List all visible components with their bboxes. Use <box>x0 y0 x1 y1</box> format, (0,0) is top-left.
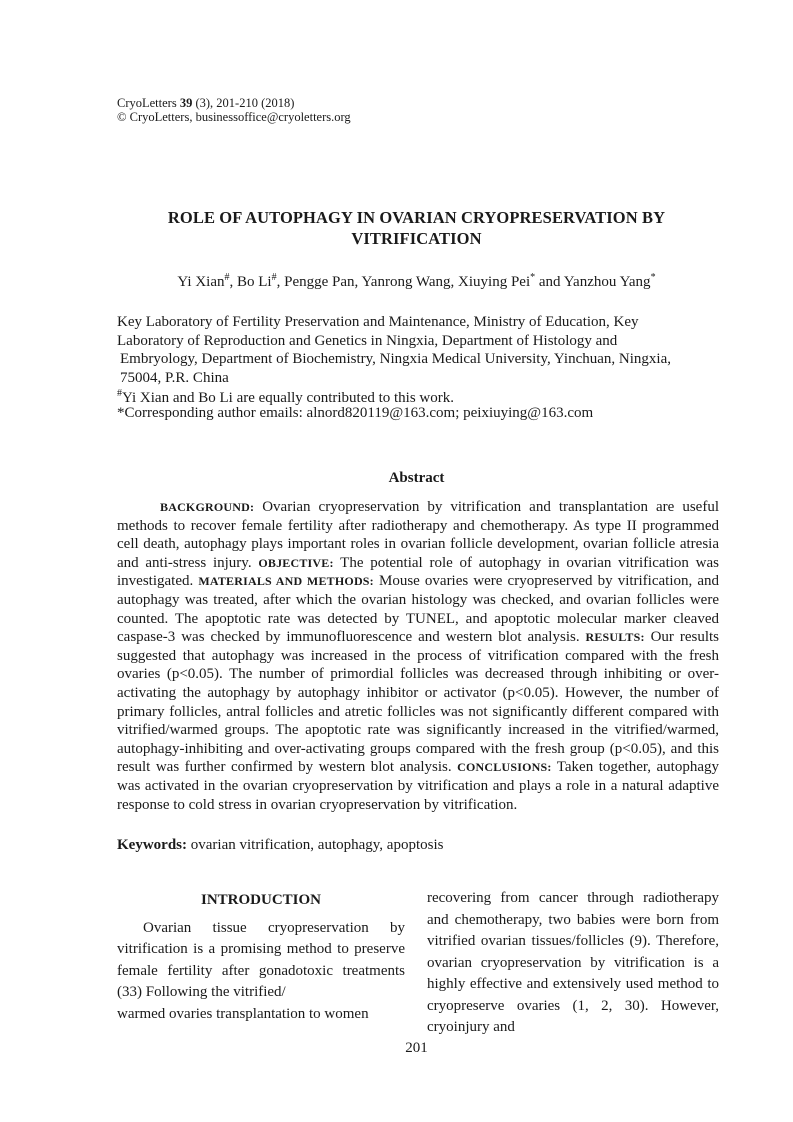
background-label: BACKGROUND: <box>160 500 255 514</box>
abstract-body: BACKGROUND: Ovarian cryopreservation by vitrification and transplantation are useful methods to recover female fertility after radiotherapy and chemotherapy. As type II programmed cell death, autophagy plays important roles in ovarian follicle development, ovarian follicle atresia and anti-stress injury. OBJECTIVE: The potential role of autophagy in ovarian vitrification was investigated. MATERIALS AND METHODS: Mouse ovaries were cryopreserved by vitrification, and autophagy was treated, after which the ovarian histology was checked, and ovarian follicles were counted. The apoptotic rate was detected by TUNEL, and apoptotic molecular marker cleaved caspase-3 was checked by immunofluorescence and western blot analysis. RESULTS: Our results suggested that autophagy was increased in the process of vitrification compared with the fresh ovaries (p<0.05). The number of primordial follicles was decreased through inhibiting or over-activating the autophagy by autophagy inhibitor or activator (p<0.05). However, the number of primary follicles, antral follicles and atretic follicles was not significantly different compared with vitrified/warmed groups. The apoptotic rate was significantly increased in the vitrified/warmed, autophagy-inhibiting and over-activating groups compared with the fresh group (p<0.05), and this result was further confirmed by western blot analysis. CONCLUSIONS: Taken together, autophagy was activated in the ovarian cryopreservation by vitrification and plays a role in a natural adaptive response to cold stress in ovarian cryopreservation by vitrification. <box>117 499 719 813</box>
introduction-paragraph-continued: recovering from cancer through radiotherapy and chemotherapy, two babies were born from vitrified ovarian tissues/follicles (9). Therefore, ovarian cryopreservation by vitrification is a highly effective and extensively used method to cryopreserve ovaries (1, 2, 30). However, cryoinjury and <box>427 890 719 1035</box>
paper-title: ROLE OF AUTOPHAGY IN OVARIAN CRYOPRESERVATION BY VITRIFICATION <box>167 208 666 248</box>
affiliation: Key Laboratory of Fertility Preservation and Maintenance, Ministry of Education, Key Laboratory of Reproduction and Genetics in Ningxia, Department of Histology and Embryology, Department of Biochemistry, Ningxia Medical University, Yinchuan, Ningxia, 75004, P.R. China <box>117 314 671 386</box>
abstract-heading: Abstract <box>388 470 445 486</box>
conclusions-label: CONCLUSIONS: <box>457 760 552 775</box>
keywords: Keywords: ovarian vitrification, autophagy, apoptosis <box>117 837 444 853</box>
objective-label: OBJECTIVE: <box>258 555 334 570</box>
introduction-line: warmed ovaries transplantation to women <box>117 1005 369 1022</box>
page-number: 201 <box>405 1040 428 1056</box>
equal-contribution-note: #Yi Xian and Bo Li are equally contributed to this work. <box>117 388 455 406</box>
introduction-left-column <box>117 890 405 1025</box>
copyright-line: © CryoLetters, businessoffice@cryoletters.org <box>117 110 351 124</box>
introduction-heading: INTRODUCTION <box>200 892 321 908</box>
methods-label: MATERIALS AND METHODS: <box>198 574 374 589</box>
results-label: RESULTS: <box>585 630 645 645</box>
journal-citation: CryoLetters 39 (3), 201-210 (2018) <box>117 96 295 110</box>
author-list: Yi Xian#, Bo Li#, Pengge Pan, Yanrong Wang, Xiuying Pei* and Yanzhou Yang* <box>177 272 656 290</box>
corresponding-author-note: *Corresponding author emails: alnord820119@163.com; peixiuying@163.com <box>117 405 594 421</box>
introduction-paragraph: Ovarian tissue cryopreservation by vitrification is a promising method to preserve female fertility after gonadotoxic treatments (33) Following the vitrified/ <box>117 919 405 1000</box>
introduction-right-column <box>427 888 719 1039</box>
